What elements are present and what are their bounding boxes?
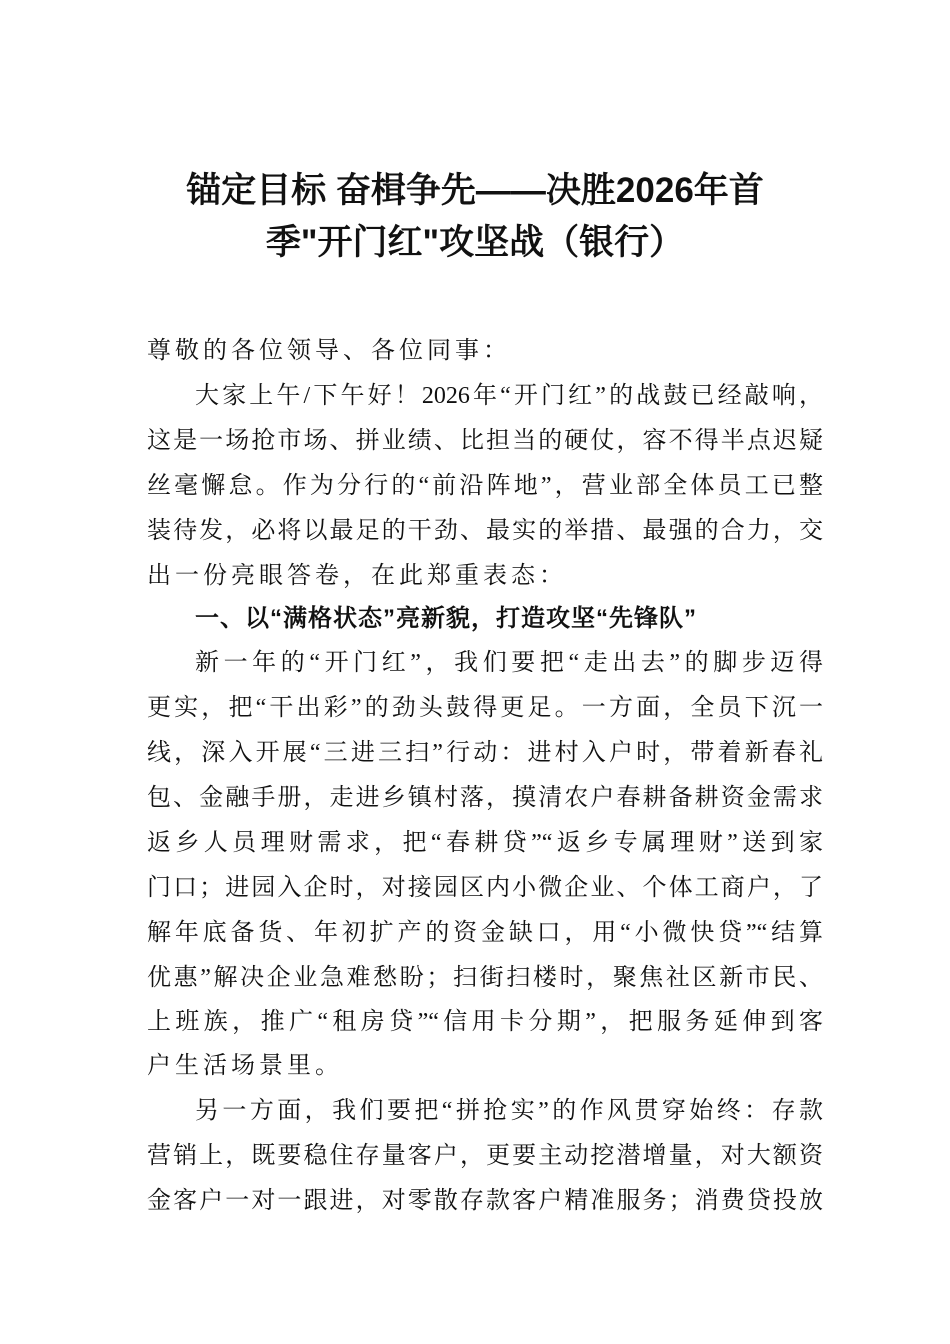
paragraph-line: 优惠”解决企业急难愁盼；扫街扫楼时，聚焦社区新市民、 xyxy=(147,965,823,991)
intro-line: 装待发，必将以最足的干劲、最实的举措、最强的合力，交 xyxy=(147,518,823,544)
paragraph-line: 返乡人员理财需求，把“春耕贷”“返乡专属理财”送到家 xyxy=(147,830,823,856)
intro-line: 这是一场抢市场、拼业绩、比担当的硬仗，容不得半点迟疑 xyxy=(147,428,823,454)
salutation: 尊敬的各位领导、各位同事： xyxy=(147,338,511,364)
paragraph-line: 新一年的“开门红”，我们要把“走出去”的脚步迈得 xyxy=(195,650,823,676)
paragraph-line: 线，深入开展“三进三扫”行动：进村入户时，带着新春礼 xyxy=(147,740,823,766)
intro-line: 出一份亮眼答卷，在此郑重表态： xyxy=(147,563,567,589)
paragraph-line: 上班族，推广“租房贷”“信用卡分期”，把服务延伸到客 xyxy=(147,1009,823,1035)
paragraph-line: 另一方面，我们要把“拼抢实”的作风贯穿始终：存款 xyxy=(195,1098,823,1124)
intro-line: 大家上午/下午好！2026年“开门红”的战鼓已经敲响， xyxy=(195,383,823,409)
paragraph-line: 金客户一对一跟进，对零散存款客户精准服务；消费贷投放 xyxy=(147,1188,823,1214)
paragraph-line: 门口；进园入企时，对接园区内小微企业、个体工商户，了 xyxy=(147,875,823,901)
document-title-line-1: 锚定目标 奋楫争先——决胜2026年首 xyxy=(186,171,764,210)
intro-line: 丝毫懈怠。作为分行的“前沿阵地”，营业部全体员工已整 xyxy=(147,473,823,499)
paragraph-line: 营销上，既要稳住存量客户，更要主动挖潜增量，对大额资 xyxy=(147,1143,823,1169)
section-heading: 一、以“满格状态”亮新貌，打造攻坚“先锋队” xyxy=(195,605,697,632)
paragraph-line: 户生活场景里。 xyxy=(147,1053,343,1079)
paragraph-line: 更实，把“干出彩”的劲头鼓得更足。一方面，全员下沉一 xyxy=(147,695,823,721)
paragraph-line: 包、金融手册，走进乡镇村落，摸清农户春耕备耕资金需求 xyxy=(147,785,823,811)
document-title-line-2: 季"开门红"攻坚战（银行） xyxy=(265,223,685,262)
paragraph-line: 解年底备货、年初扩产的资金缺口，用“小微快贷”“结算 xyxy=(147,920,823,946)
